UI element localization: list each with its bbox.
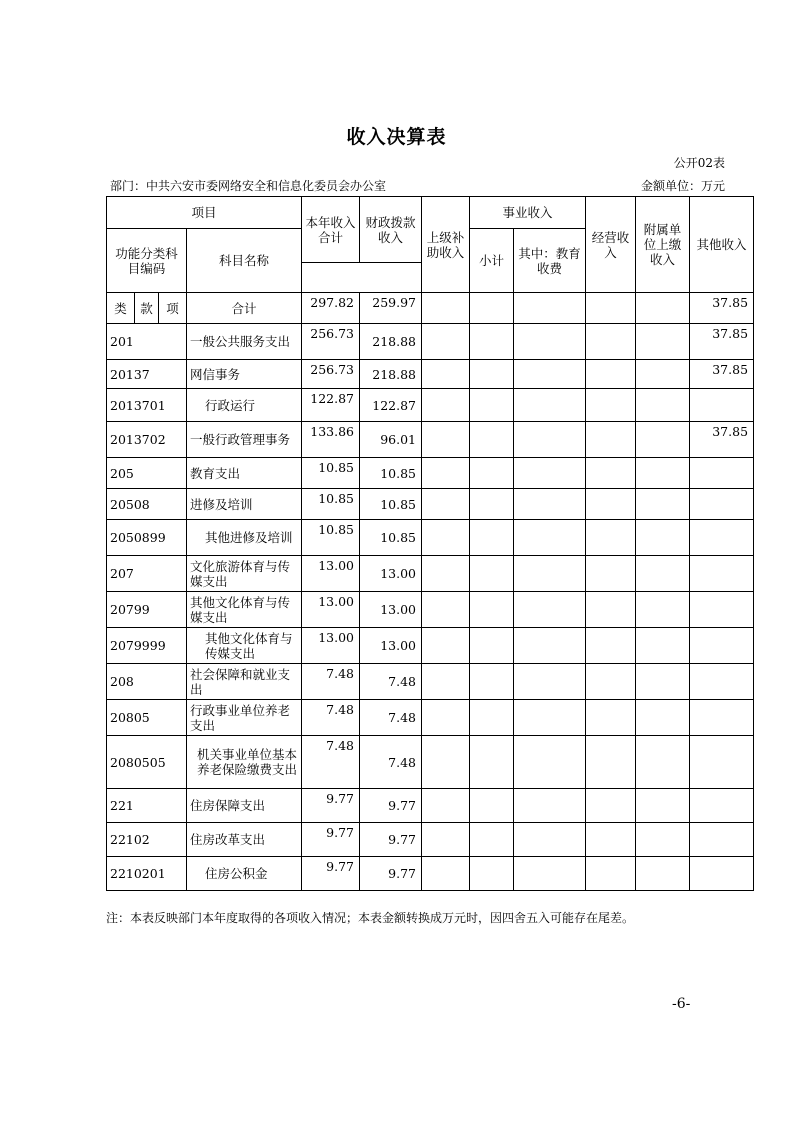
row-subject-name: 一般行政管理事务 [187, 422, 302, 458]
header-operating-income: 经营收入 [586, 197, 636, 293]
row-other-income [690, 592, 754, 628]
row-total-income: 7.48 [302, 664, 360, 700]
row-other-income [690, 458, 754, 489]
total-other-value: 37.85 [690, 293, 754, 324]
table-row [107, 389, 754, 422]
row-other-income [690, 520, 754, 556]
row-subject-name: 网信事务 [187, 360, 302, 389]
table-row [107, 789, 754, 823]
row-other-income: 37.85 [690, 360, 754, 389]
total-label: 合计 [187, 293, 302, 324]
row-code: 2050899 [107, 520, 187, 556]
table-row [107, 458, 754, 489]
table-row [107, 628, 754, 664]
header-kuan: 款 [135, 293, 159, 324]
row-total-income: 122.87 [302, 389, 360, 422]
header-item: 项目 [107, 197, 302, 229]
row-other-income [690, 664, 754, 700]
row-fiscal-alloc: 7.48 [360, 736, 422, 789]
row-total-income: 13.00 [302, 628, 360, 664]
table-row [107, 556, 754, 592]
row-code: 22102 [107, 823, 187, 857]
row-code: 201 [107, 324, 187, 360]
row-fiscal-alloc: 9.77 [360, 823, 422, 857]
row-code: 2013702 [107, 422, 187, 458]
total-fiscal-value: 259.97 [360, 293, 422, 324]
table-row [107, 592, 754, 628]
row-fiscal-alloc: 13.00 [360, 592, 422, 628]
header-xiang: 项 [159, 293, 187, 324]
row-other-income [690, 489, 754, 520]
row-fiscal-alloc: 10.85 [360, 489, 422, 520]
row-fiscal-alloc: 7.48 [360, 700, 422, 736]
row-fiscal-alloc: 218.88 [360, 360, 422, 389]
header-lei: 类 [107, 293, 135, 324]
row-code: 20508 [107, 489, 187, 520]
row-other-income [690, 789, 754, 823]
row-total-income: 7.48 [302, 736, 360, 789]
row-subject-name: 行政运行 [187, 389, 302, 422]
row-code: 2210201 [107, 857, 187, 891]
row-subject-name: 住房改革支出 [187, 823, 302, 857]
table-row [107, 664, 754, 700]
header-subtotal: 小计 [470, 229, 514, 293]
row-other-income [690, 556, 754, 592]
row-subject-name: 住房保障支出 [187, 789, 302, 823]
row-other-income [690, 736, 754, 789]
row-total-income: 256.73 [302, 360, 360, 389]
header-func-code: 功能分类科目编码 [107, 229, 187, 293]
page-title: 收入决算表 [346, 126, 447, 148]
row-fiscal-alloc: 9.77 [360, 857, 422, 891]
header-edu-fee: 其中：教育收费 [514, 229, 586, 293]
table-row-total [107, 293, 754, 324]
row-subject-name: 教育支出 [187, 458, 302, 489]
total-income-value: 297.82 [302, 293, 360, 324]
row-subject-name: 其他文化体育与传媒支出 [187, 628, 302, 664]
row-total-income: 256.73 [302, 324, 360, 360]
table-row [107, 324, 754, 360]
row-fiscal-alloc: 10.85 [360, 520, 422, 556]
row-other-income [690, 857, 754, 891]
header-business-income: 事业收入 [470, 197, 586, 229]
header-fiscal-alloc: 财政拨款收入 [360, 197, 422, 263]
header-affiliated-income: 附属单位上缴收入 [636, 197, 690, 293]
row-code: 205 [107, 458, 187, 489]
table-row [107, 520, 754, 556]
row-code: 208 [107, 664, 187, 700]
row-subject-name: 住房公积金 [187, 857, 302, 891]
row-subject-name: 一般公共服务支出 [187, 324, 302, 360]
header-total-income: 本年收入合计 [302, 197, 360, 263]
row-code: 20805 [107, 700, 187, 736]
row-fiscal-alloc: 13.00 [360, 628, 422, 664]
row-other-income [690, 823, 754, 857]
row-code: 20799 [107, 592, 187, 628]
row-total-income: 13.00 [302, 556, 360, 592]
row-fiscal-alloc: 7.48 [360, 664, 422, 700]
row-total-income: 9.77 [302, 857, 360, 891]
row-total-income: 7.48 [302, 700, 360, 736]
row-code: 221 [107, 789, 187, 823]
header-subject-name: 科目名称 [187, 229, 302, 293]
table-row [107, 823, 754, 857]
row-other-income: 37.85 [690, 422, 754, 458]
row-total-income: 9.77 [302, 823, 360, 857]
row-fiscal-alloc: 122.87 [360, 389, 422, 422]
row-other-income [690, 700, 754, 736]
table-row [107, 489, 754, 520]
unit-label: 金额单位：万元 [640, 179, 725, 193]
row-fiscal-alloc: 13.00 [360, 556, 422, 592]
department-label: 部门：中共六安市委网络安全和信息化委员会办公室 [110, 179, 387, 193]
table-row [107, 360, 754, 389]
row-total-income: 133.86 [302, 422, 360, 458]
row-total-income: 10.85 [302, 489, 360, 520]
row-code: 2013701 [107, 389, 187, 422]
row-fiscal-alloc: 96.01 [360, 422, 422, 458]
table-row [107, 700, 754, 736]
row-other-income [690, 389, 754, 422]
row-code: 207 [107, 556, 187, 592]
row-subject-name: 其他进修及培训 [187, 520, 302, 556]
row-subject-name: 社会保障和就业支出 [187, 664, 302, 700]
row-total-income: 10.85 [302, 520, 360, 556]
table-row [107, 422, 754, 458]
table-row [107, 857, 754, 891]
row-subject-name: 其他文化体育与传媒支出 [187, 592, 302, 628]
row-subject-name: 文化旅游体育与传媒支出 [187, 556, 302, 592]
row-subject-name: 进修及培训 [187, 489, 302, 520]
income-table [106, 196, 754, 891]
row-subject-name: 机关事业单位基本养老保险缴费支出 [187, 736, 302, 789]
row-subject-name: 行政事业单位养老支出 [187, 700, 302, 736]
row-total-income: 13.00 [302, 592, 360, 628]
header-blank [302, 263, 422, 293]
row-fiscal-alloc: 218.88 [360, 324, 422, 360]
row-code: 20137 [107, 360, 187, 389]
footnote: 注：本表反映部门本年度取得的各项收入情况；本表金额转换成万元时，因四舍五入可能存在尾差。 [106, 911, 635, 925]
row-other-income: 37.85 [690, 324, 754, 360]
row-fiscal-alloc: 9.77 [360, 789, 422, 823]
row-fiscal-alloc: 10.85 [360, 458, 422, 489]
header-superior-subsidy: 上级补助收入 [422, 197, 470, 293]
page-number: -6- [672, 996, 691, 1012]
row-code: 2079999 [107, 628, 187, 664]
row-total-income: 9.77 [302, 789, 360, 823]
header-other-income: 其他收入 [690, 197, 754, 293]
row-total-income: 10.85 [302, 458, 360, 489]
table-row [107, 736, 754, 789]
row-other-income [690, 628, 754, 664]
form-number: 公开02表 [673, 156, 725, 170]
row-code: 2080505 [107, 736, 187, 789]
